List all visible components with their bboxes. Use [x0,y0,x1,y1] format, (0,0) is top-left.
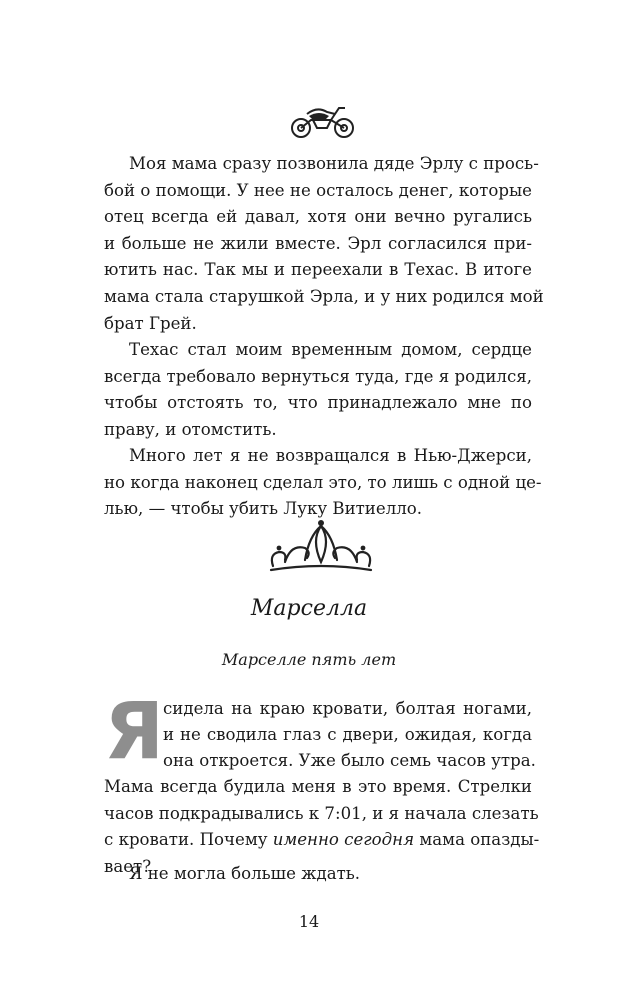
paragraph-3 [104,443,542,523]
text-line: лью, — чтобы убить Луку Витиелло. [104,499,423,519]
chapter-title: Марселла [250,596,368,621]
text-line: но когда наконец сделал это, то лишь с одной це- [104,472,542,492]
text-line: Много лет я не возвращался в Нью-Джерси, [129,446,532,465]
text-line: отец всегда ей давал, хотя они вечно ругались [104,207,532,227]
tiara-icon [265,518,377,578]
emphasis: именно сегодня [272,830,415,850]
text-line: Я не могла больше ждать. [129,864,361,883]
page-number: 14 [298,912,320,931]
text-line: она откроется. Уже было семь часов утра. [163,751,536,770]
text-line: сидела на краю кровати, болтая ногами, [163,699,532,718]
text-line: часов подкрадывались к 7:01, и я начала слезать [104,803,539,823]
text-line: ютить нас. Так мы и переехали в Техас. В итоге [104,260,532,280]
paragraph-1 [104,151,544,337]
text-line: и больше не жили вместе. Эрл согласился при- [104,233,532,253]
motorcycle-icon [287,100,359,142]
text-line: Техас стал моим временным домом, сердце [129,340,532,359]
text-line: Мама всегда будила меня в это время. Стрелки [104,777,532,796]
text-run: с кровати. Почему [104,830,273,850]
drop-cap: Я [104,687,165,777]
text-line: вает? [104,856,152,876]
text-line: бой о помощи. У нее не осталось денег, которые [104,180,532,200]
text-line: и не сводила глаз с двери, ожидая, когда [163,725,532,744]
text-line [104,827,540,854]
text-line: брат Грей. [104,313,197,333]
text-run: мама опазды- [414,830,540,850]
text-line: мама стала старушкой Эрла, и у них родился мой [104,286,544,306]
text-line: праву, и отомстить. [104,419,277,439]
text-line: чтобы отстоять то, что принадлежало мне по [104,393,532,413]
chapter-subtitle: Марселле пять лет [221,650,397,669]
text-line: Моя мама сразу позвонила дяде Эрлу с прось- [129,154,539,173]
paragraph-5 [104,861,532,888]
text-line: всегда требовало вернуться туда, где я родился, [104,366,532,386]
paragraph-2 [104,337,532,443]
